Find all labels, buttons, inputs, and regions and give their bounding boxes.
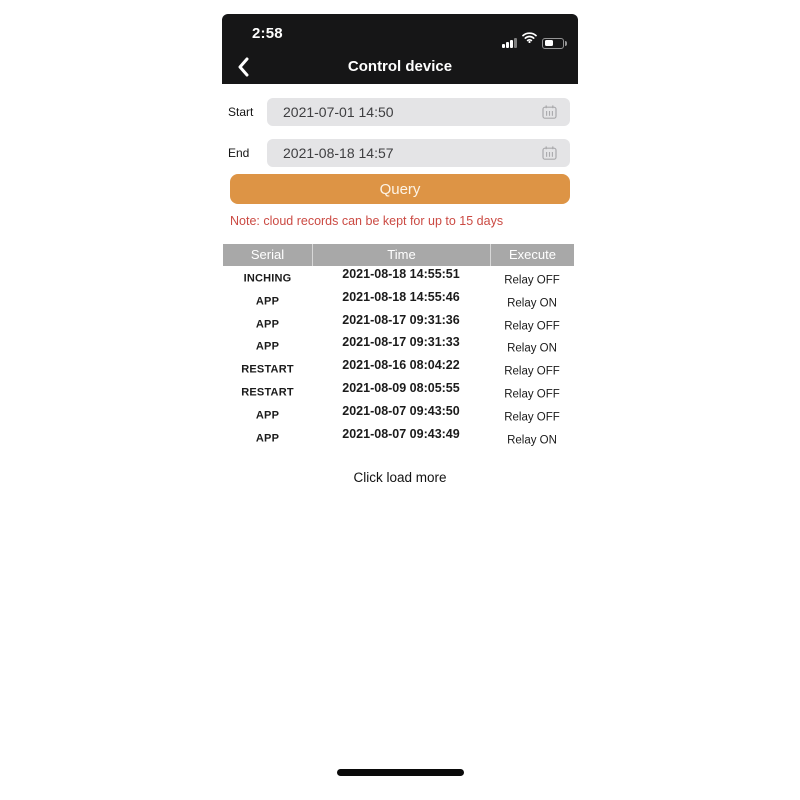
cell-time: 2021-08-07 09:43:49 — [342, 426, 460, 441]
cell-execute: Relay OFF — [504, 388, 560, 401]
cell-time: 2021-08-07 09:43:50 — [342, 403, 460, 418]
phone-screen — [222, 14, 578, 786]
header-serial: Serial — [250, 247, 285, 262]
calendar-icon — [542, 105, 557, 124]
end-row — [222, 139, 578, 167]
statusbar-time: 2:58 — [252, 25, 283, 42]
cell-serial: APP — [255, 295, 280, 308]
calendar-icon — [542, 146, 557, 165]
header-time: Time — [312, 244, 490, 266]
cell-time: 2021-08-18 14:55:51 — [342, 267, 460, 281]
end-date-value: 2021-08-18 14:57 — [283, 145, 394, 161]
load-more-button[interactable]: Click load more — [222, 470, 578, 485]
cell-execute: Relay OFF — [504, 411, 560, 424]
cell-time: 2021-08-09 08:05:55 — [342, 380, 460, 395]
cell-time: 2021-08-18 14:55:46 — [342, 289, 460, 304]
cell-execute: Relay ON — [507, 434, 557, 447]
start-date-value: 2021-07-01 14:50 — [283, 104, 394, 120]
cell-serial: APP — [255, 409, 280, 422]
cell-serial: RESTART — [241, 386, 294, 399]
start-date-field[interactable] — [267, 98, 570, 126]
home-indicator-handle[interactable] — [337, 769, 464, 776]
cell-serial: APP — [255, 318, 280, 331]
cell-time: 2021-08-17 09:31:33 — [342, 335, 460, 350]
statusbar-icons — [502, 30, 564, 48]
cell-execute: Relay OFF — [504, 320, 560, 333]
cell-serial: RESTART — [241, 363, 294, 376]
cell-execute: Relay ON — [507, 342, 557, 355]
wifi-icon — [522, 30, 537, 48]
start-label: Start — [228, 105, 254, 119]
records-table — [223, 244, 574, 448]
battery-icon — [542, 38, 564, 49]
cell-serial: APP — [255, 432, 280, 445]
cell-serial: APP — [255, 340, 280, 353]
cell-time: 2021-08-16 08:04:22 — [342, 358, 460, 373]
app-header — [222, 14, 578, 84]
note-text: Note: cloud records can be kept for up to 15 days — [230, 214, 504, 228]
cell-execute: Relay OFF — [504, 274, 560, 287]
cell-execute: Relay OFF — [504, 365, 560, 378]
cell-time: 2021-08-17 09:31:36 — [342, 312, 460, 327]
query-button[interactable]: Query — [230, 174, 570, 204]
page-title: Control device — [347, 58, 453, 75]
cell-execute: Relay ON — [507, 297, 557, 310]
cellular-signal-icon — [502, 38, 517, 48]
end-date-field[interactable] — [267, 139, 570, 167]
table-row — [223, 426, 574, 449]
end-label: End — [228, 146, 250, 160]
header-execute: Execute — [490, 244, 574, 266]
start-row — [222, 98, 578, 126]
table-body — [223, 266, 574, 448]
cell-serial: INCHING — [243, 272, 292, 285]
nav-bar — [222, 54, 578, 84]
